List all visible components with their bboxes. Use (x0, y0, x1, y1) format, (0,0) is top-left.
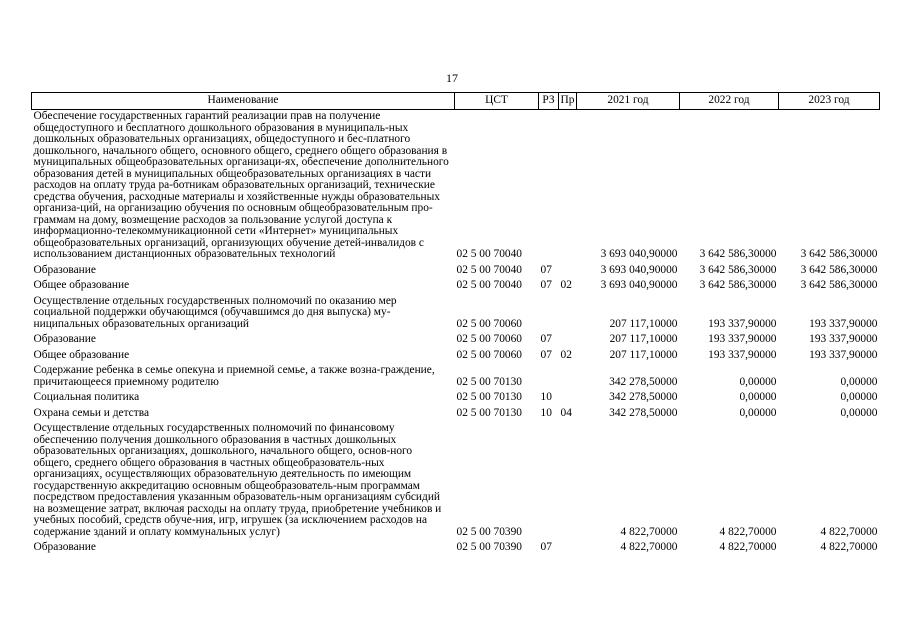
table-row (32, 422, 880, 541)
row-2023: 193 337,90000 (809, 348, 878, 361)
row-2022: 193 337,90000 (708, 333, 777, 345)
row-pr (559, 264, 577, 280)
row-2021: 342 278,50000 (609, 375, 678, 388)
row-pr (559, 333, 577, 349)
row-2022: 193 337,90000 (708, 317, 777, 330)
row-name: Обеспечение государственных гарантий реализации прав на получение общедоступного и бесплатного дошкольного образования в муниципаль-ных дошкольных образовательных организациях, общедоступного и бес-платного дошкольного, начального общего, основного общего, среднего общего образования в муниципальных общеобразовательных организаци-ях, обеспечение дополнительного образования детей в муниципальных общеобразовательных организациях в части расходов на оплату труда ра-ботникам образовательных организаций, технические средства обучения, расходные материалы и хозяйственные нужды образовательных организа-ций, на организацию обучения по основным общеобразовательным про-граммам на дому, возмещение расходов за пользование услугой доступа к информационно-телекоммуникационной сети «Интернет» муниципальных общеобразовательных организаций, организующих обучение детей-инвалидов с использованием дистанционных образовательных технологий (33, 110, 449, 260)
row-rz: 07 (540, 541, 552, 553)
page-number: 17 (446, 71, 458, 85)
row-pr (559, 541, 577, 557)
row-name: Осуществление отдельных государственных полномочий по финансовому обеспечению получения дошкольного образования в частных дошкольных образовательных организациях, дошкольного, начального общего, основ-ного общего, среднего общего образования в частных общеобразователь-ных организациях, осуществляющих образовательную деятельность по имеющим государственную аккредитацию основным общеобразователь-ным программам посредством предоставления указанным образователь-ным организациям субсидий на возмещение затрат, включая расходы на оплату труда, приобретение учебников и учебных пособий, средств обуче-ния, игр, игрушек (за исключением расходов на содержание зданий и оплату коммунальных услуг) (33, 422, 442, 538)
row-2023: 3 642 586,30000 (800, 279, 878, 291)
row-cst: 02 5 00 70130 (456, 406, 522, 419)
row-cst: 02 5 00 70390 (456, 541, 522, 553)
row-2023: 0,00000 (840, 391, 878, 403)
table-row (32, 279, 880, 295)
row-name: Общее образование (33, 348, 130, 361)
row-2023: 3 642 586,30000 (800, 263, 878, 276)
row-2022: 0,00000 (739, 391, 777, 403)
row-rz: 07 (540, 348, 552, 361)
table-row (32, 264, 880, 280)
row-2022: 3 642 586,30000 (699, 279, 777, 291)
row-name: Охрана семьи и детства (33, 406, 149, 419)
row-cst: 02 5 00 70130 (456, 375, 522, 388)
row-name: Образование (33, 541, 96, 553)
row-2021: 3 693 040,90000 (600, 279, 678, 291)
row-pr (559, 295, 577, 334)
row-2022: 3 642 586,30000 (699, 248, 777, 260)
row-name: Социальная политика (33, 391, 140, 403)
table-row (32, 407, 880, 423)
header-rz: РЗ (539, 93, 559, 110)
row-name: Содержание ребенка в семье опекуна и приемной семье, а также возна-граждение, причитающееся приемному родителю (33, 364, 435, 388)
row-2021: 4 822,70000 (620, 541, 678, 553)
row-name: Образование (33, 263, 96, 276)
row-2023: 4 822,70000 (820, 541, 878, 553)
row-name: Общее образование (33, 279, 130, 291)
row-cst: 02 5 00 70040 (456, 279, 522, 291)
row-pr (559, 364, 577, 391)
row-cst: 02 5 00 70040 (456, 263, 522, 276)
row-2022: 0,00000 (739, 375, 777, 388)
row-2022: 0,00000 (739, 406, 777, 419)
table-header-row (32, 93, 880, 110)
row-2022: 4 822,70000 (719, 541, 777, 553)
row-rz (539, 110, 559, 264)
row-2021: 342 278,50000 (609, 406, 678, 419)
table-row (32, 364, 880, 391)
row-2023: 0,00000 (840, 406, 878, 419)
row-cst: 02 5 00 70130 (456, 391, 522, 403)
table-body (32, 110, 880, 557)
table-row (32, 391, 880, 407)
table-row (32, 295, 880, 334)
row-2021: 342 278,50000 (609, 391, 678, 403)
row-rz: 10 (540, 406, 552, 419)
row-cst: 02 5 00 70060 (456, 348, 522, 361)
row-pr: 02 (560, 348, 572, 361)
row-2023: 193 337,90000 (809, 333, 878, 345)
row-2022: 4 822,70000 (719, 525, 777, 538)
row-2022: 3 642 586,30000 (699, 263, 777, 276)
row-pr (559, 110, 577, 264)
row-rz (539, 295, 559, 334)
header-2022: 2022 год (680, 93, 779, 110)
row-rz (539, 364, 559, 391)
row-2023: 3 642 586,30000 (800, 248, 878, 260)
row-pr (559, 422, 577, 541)
table-row (32, 110, 880, 264)
budget-table (31, 92, 880, 557)
row-pr: 04 (560, 406, 572, 419)
row-cst: 02 5 00 70390 (456, 525, 522, 538)
row-cst: 02 5 00 70040 (456, 248, 522, 260)
header-name: Наименование (32, 93, 455, 110)
row-cst: 02 5 00 70060 (456, 333, 522, 345)
row-2021: 207 117,10000 (609, 348, 678, 361)
row-2021: 3 693 040,90000 (600, 248, 678, 260)
row-rz: 10 (540, 391, 552, 403)
table-row (32, 349, 880, 365)
table-row (32, 541, 880, 557)
row-pr: 02 (560, 279, 572, 291)
header-pr: Пр (559, 93, 577, 110)
row-2023: 0,00000 (840, 375, 878, 388)
header-2023: 2023 год (779, 93, 880, 110)
row-2022: 193 337,90000 (708, 348, 777, 361)
row-2021: 3 693 040,90000 (600, 263, 678, 276)
row-name: Образование (33, 333, 96, 345)
row-2021: 4 822,70000 (620, 525, 678, 538)
row-2023: 193 337,90000 (809, 317, 878, 330)
row-2021: 207 117,10000 (609, 333, 678, 345)
row-rz: 07 (540, 263, 552, 276)
header-cst: ЦСТ (455, 93, 539, 110)
row-name: Осуществление отдельных государственных полномочий по оказанию мер социальной поддержки обучающимся (обучавшимся до дня выпуска) му-ниципальных образовательных организаций (33, 294, 397, 330)
row-2023: 4 822,70000 (820, 525, 878, 538)
row-rz: 07 (540, 279, 552, 291)
row-cst: 02 5 00 70060 (456, 317, 522, 330)
row-2021: 207 117,10000 (609, 317, 678, 330)
row-pr (559, 391, 577, 407)
row-rz (539, 422, 559, 541)
row-rz: 07 (540, 333, 552, 345)
header-2021: 2021 год (577, 93, 680, 110)
table-row (32, 333, 880, 349)
